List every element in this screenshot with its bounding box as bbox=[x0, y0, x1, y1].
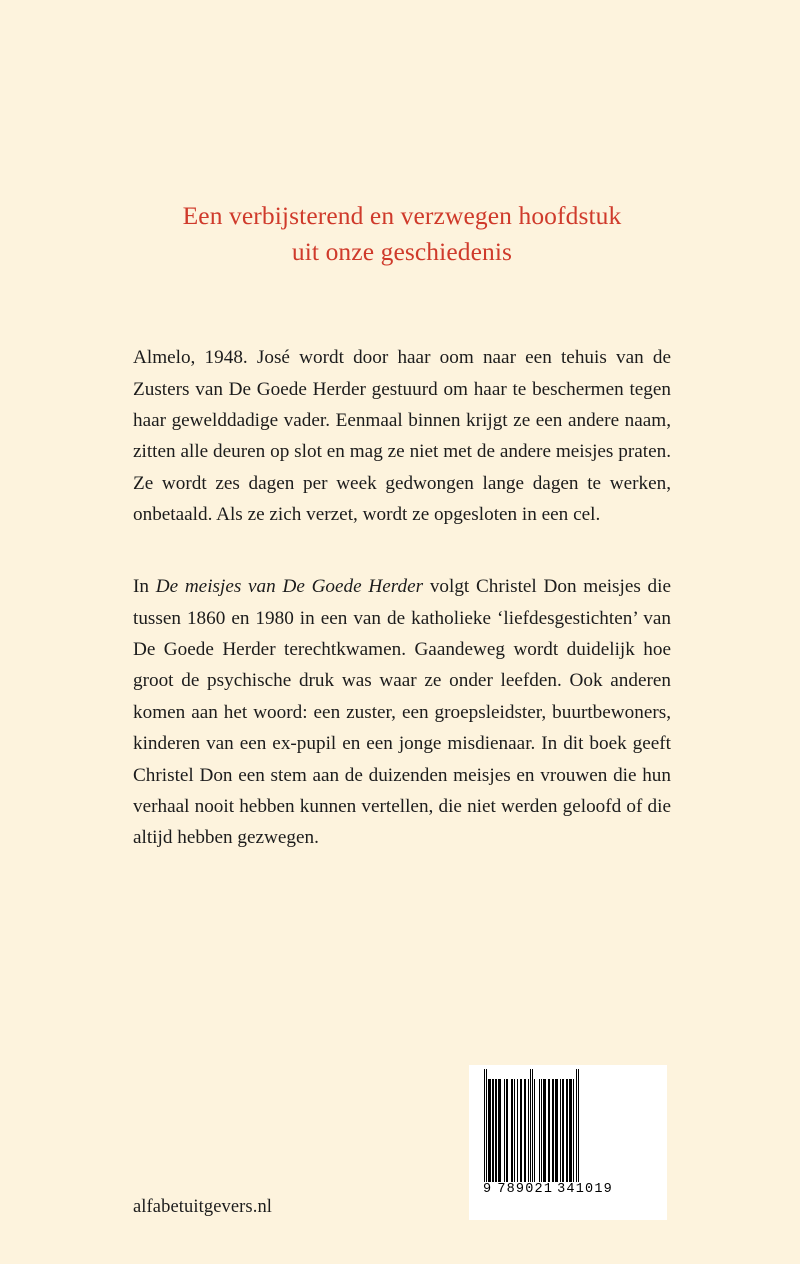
barcode-lead-digit: 9 bbox=[483, 1182, 493, 1197]
blurb-paragraph-1: Almelo, 1948. José wordt door haar oom naar een tehuis van de Zusters van De Goede Herder gestuurd om haar te beschermen tegen haar gewelddadige vader. Eenmaal binnen krijgt ze een andere naam, zitten alle deuren op slot en mag ze niet met de andere meisjes praten. Ze wordt zes dagen per week gedwongen lange dagen te werken, onbetaald. Als ze zich verzet, wordt ze opgesloten in een cel. bbox=[133, 347, 671, 526]
headline-line-2: uit onze geschiedenis bbox=[291, 237, 513, 266]
barcode-group-2: 341019 bbox=[557, 1182, 613, 1197]
barcode-bars bbox=[484, 1079, 652, 1182]
headline-line-1: Een verbijsterend en verzwegen hoofdstuk bbox=[182, 201, 622, 230]
barcode-digits bbox=[483, 1182, 653, 1197]
headline bbox=[132, 198, 672, 270]
barcode-group-1: 789021 bbox=[497, 1182, 554, 1197]
book-title-italic: De meisjes van De Goede Herder bbox=[155, 576, 424, 598]
publisher-website: alfabetuitgevers.nl bbox=[133, 1197, 273, 1217]
barcode bbox=[469, 1065, 667, 1220]
blurb-paragraph-2-post: volgt Christel Don meisjes die tussen 1860 en 1980 in een van de katholieke ‘liefdesgestichten’ van De Goede Herder terechtkwamen. Gaandeweg wordt duidelijk hoe groot de psychische druk was waar ze onder leefden. Ook anderen komen aan het woord: een zuster, een groepsleidster, buurtbewoners, kinderen van een ex-pupil en een jonge misdienaar. In dit boek geeft Christel Don een stem aan de duizenden meisjes en vrouwen die hun verhaal nooit hebben kunnen vertellen, die niet werden geloofd of die altijd hebben gezwegen. bbox=[133, 576, 671, 849]
blurb-paragraph-2 bbox=[133, 571, 671, 854]
blurb-paragraph-2-pre: In bbox=[133, 576, 156, 598]
